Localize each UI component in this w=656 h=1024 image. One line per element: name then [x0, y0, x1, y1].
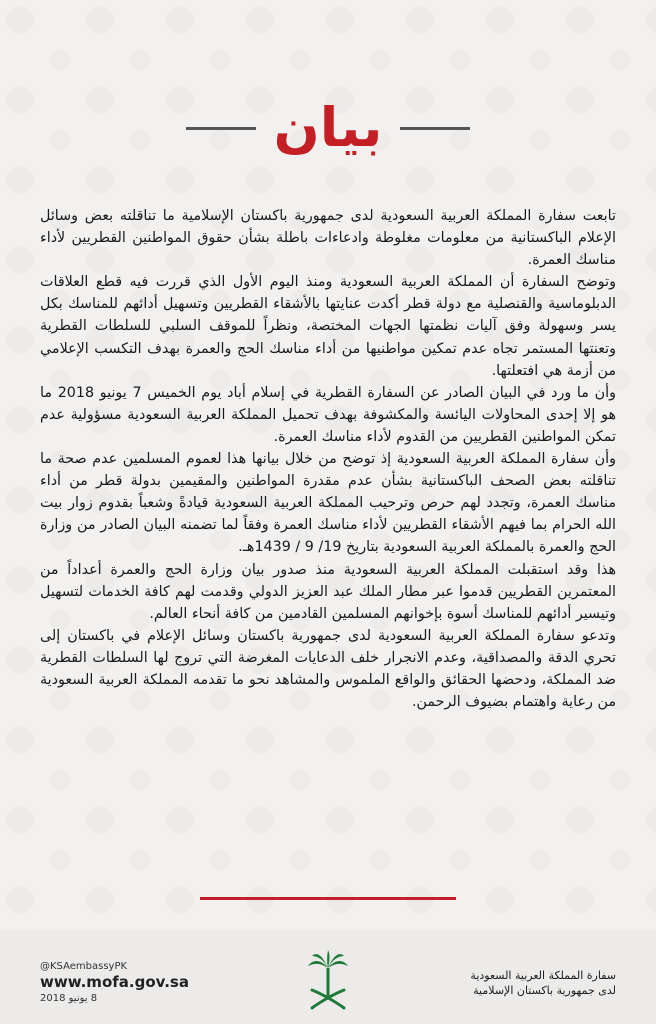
title-right-line [400, 127, 470, 130]
paragraph-1: تابعت سفارة المملكة العربية السعودية لدى جمهورية باكستان الإسلامية ما تناقلته بعض وسائل الإعلام الباكستانية من معلومات مغلوطة وادعاءات باطلة بشأن حقوق المواطنين القطريين لأداء مناسك العمرة. [40, 208, 616, 269]
footer-contact [40, 960, 189, 1005]
embassy-name [470, 968, 616, 998]
red-divider [200, 897, 456, 900]
statement-date: 8 يونيو 2018 [40, 993, 98, 1004]
embassy-name-line-1: سفارة المملكة العربية السعودية [470, 969, 616, 982]
paragraph-6: وتدعو سفارة المملكة العربية السعودية لدى جمهورية باكستان وسائل الإعلام في باكستان إلى تحري الدقة والمصداقية، وعدم الانجرار خلف الدعايات المغرضة التي تروج لها السلطات القطرية ضد المملكة، ودحضها الحقائق والواقع الملموس والمشاهد نحو ما تقدمه المملكة العربية السعودية من رعاية واهتمام بضيوف الرحمن. [40, 627, 616, 711]
saudi-emblem-palm-swords-icon [306, 950, 350, 1014]
paragraph-3: وأن ما ورد في البيان الصادر عن السفارة القطرية في إسلام أباد يوم الخميس 7 يونيو 2018 ما هو إلا إحدى المحاولات اليائسة والمكشوفة بهدف تحميل المملكة العربية السعودية مسؤولية عدم تمكن المواطنين القطريين من القدوم لأداء مناسك العمرة. [40, 384, 616, 445]
title-left-line [186, 127, 256, 130]
paragraph-2: وتوضح السفارة أن المملكة العربية السعودية ومنذ اليوم الأول الذي قررت فيه قطع العلاقات الدبلوماسية والقنصلية مع دولة قطر أكدت عنايتها بالأشقاء القطريين وتسهيل أدائهم للمناسك بكل يسر وسهولة وفق آليات نظمتها الجهات المختصة، ونظراً للموقف السلبي للسلطات القطرية وتعنتها المستمر تجاه عدم تمكين مواطنيها من أداء مناسك الحج والعمرة بهدف التكسب الإعلامي من أزمة هي افتعلتها. [40, 274, 616, 379]
page-title: بيان [273, 96, 383, 159]
statement-body [40, 205, 616, 865]
footer [0, 930, 656, 1024]
paragraph-4: وأن سفارة المملكة العربية السعودية إذ توضح من خلال بيانها هذا لعموم المسلمين عدم صحة ما تناقلته بعض الصحف الباكستانية بشأن عدم مقدرة المواطنين والمقيمين بدولة قطر من أداء مناسك العمرة، وتجدد لهم حرص وترحيب المملكة العربية السعودية قيادةً وشعباً بقدوم زوار بيت الله الحرام بما فيهم الأشقاء القطريين لأداء مناسك العمرة وفقاً لما تضمنه البيان الصادر من وزارة الحج والعمرة بالمملكة العربية السعودية بتاريخ 19/ 9 / 1439هـ. [40, 451, 616, 556]
embassy-name-line-2: لدى جمهورية باكستان الإسلامية [473, 984, 616, 997]
twitter-handle[interactable]: @KSAembassyPK [40, 961, 128, 972]
website-link[interactable]: www.mofa.gov.sa [40, 973, 189, 991]
title-row [0, 88, 656, 168]
paragraph-5: هذا وقد استقبلت المملكة العربية السعودية منذ صدور بيان وزارة الحج والعمرة أعداداً من المعتمرين القطريين قدموا عبر مطار الملك عبد العزيز الدولي وقدمت لهم كافة الخدمات لتسهيل وتيسير أدائهم للمناسك أسوة بإخوانهم المسلمين القادمين من كافة أنحاء العالم. [40, 561, 616, 622]
